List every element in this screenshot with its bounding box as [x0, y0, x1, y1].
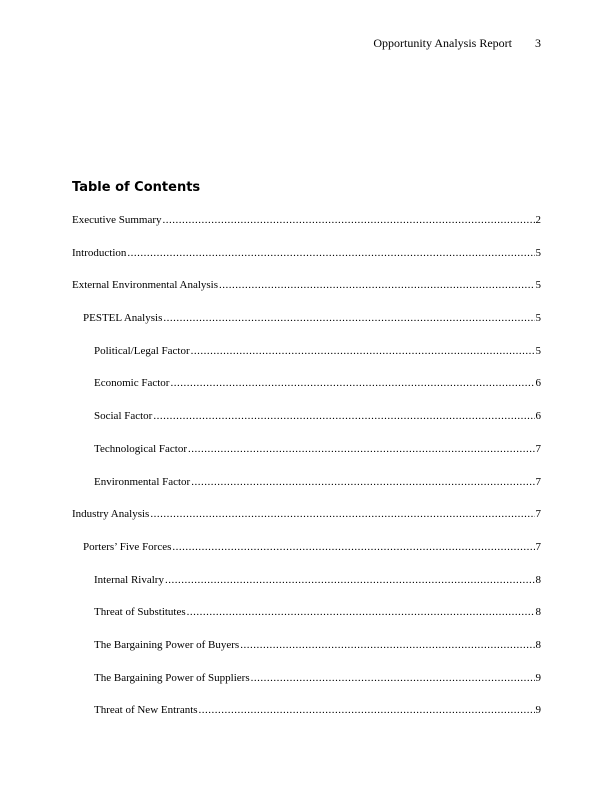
- toc-entry-page: 2: [535, 214, 541, 226]
- toc-entry-text: External Environmental Analysis: [72, 279, 219, 292]
- toc-entry[interactable]: [72, 376, 541, 409]
- toc-entry[interactable]: [72, 605, 541, 638]
- toc-entry-text: Social Factor: [94, 410, 153, 423]
- toc-entry-text: Introduction: [72, 246, 127, 259]
- toc-entry[interactable]: [72, 278, 541, 311]
- toc-entry-page: 9: [535, 671, 541, 684]
- toc-dot-leader: [219, 278, 534, 292]
- toc-entry-page: 5: [535, 279, 541, 292]
- toc-entry[interactable]: [72, 573, 541, 606]
- toc-dot-leader: [150, 507, 534, 521]
- toc-dot-leader: [163, 311, 534, 325]
- toc-entry-page: 7: [535, 508, 541, 521]
- table-of-contents: [72, 213, 541, 736]
- toc-entry-page: 5: [535, 312, 541, 325]
- toc-entry-page: 7: [535, 540, 541, 553]
- toc-entry[interactable]: [72, 409, 541, 442]
- toc-entry-text: Executive Summary: [72, 214, 162, 226]
- toc-dot-leader: [170, 376, 534, 390]
- toc-entry-page: 5: [535, 344, 541, 357]
- toc-dot-leader: [165, 573, 535, 587]
- toc-entry-text: Industry Analysis: [72, 508, 150, 521]
- toc-dot-leader: [251, 671, 535, 685]
- toc-entry[interactable]: [72, 246, 541, 279]
- toc-entry[interactable]: [72, 442, 541, 475]
- toc-title: Table of Contents: [72, 180, 201, 195]
- toc-entry[interactable]: [72, 344, 541, 377]
- toc-dot-leader: [172, 540, 534, 554]
- toc-dot-leader: [240, 638, 534, 652]
- toc-entry[interactable]: [72, 540, 541, 573]
- toc-entry-page: 5: [535, 246, 541, 259]
- toc-entry-text: Internal Rivalry: [94, 573, 164, 586]
- toc-dot-leader: [153, 409, 534, 423]
- header-title: Opportunity Analysis Report: [373, 36, 512, 50]
- toc-entry-page: 7: [535, 475, 541, 488]
- toc-entry[interactable]: [72, 507, 541, 540]
- toc-entry-page: 8: [535, 573, 541, 586]
- toc-entry-page: 6: [535, 410, 541, 423]
- toc-entry-text: Economic Factor: [94, 377, 170, 390]
- toc-entry-text: Porters’ Five Forces: [83, 540, 172, 553]
- toc-entry[interactable]: [72, 475, 541, 508]
- toc-dot-leader: [191, 475, 534, 489]
- toc-dot-leader: [188, 442, 534, 456]
- toc-entry-page: 8: [535, 606, 541, 619]
- toc-entry-page: 9: [535, 704, 541, 717]
- toc-entry-text: The Bargaining Power of Buyers: [94, 638, 240, 651]
- toc-entry-text: PESTEL Analysis: [83, 312, 163, 325]
- toc-entry-text: Political/Legal Factor: [94, 344, 190, 357]
- toc-dot-leader: [199, 703, 535, 717]
- page-header: [373, 36, 541, 51]
- toc-entry-text: The Bargaining Power of Suppliers: [94, 671, 250, 684]
- toc-entry-page: 7: [535, 442, 541, 455]
- toc-entry-page: 8: [535, 638, 541, 651]
- toc-entry[interactable]: [72, 703, 541, 736]
- toc-dot-leader: [191, 344, 535, 358]
- toc-dot-leader: [187, 605, 535, 619]
- toc-entry[interactable]: [72, 671, 541, 704]
- toc-entry-text: Threat of New Entrants: [94, 704, 198, 717]
- toc-entry[interactable]: [72, 311, 541, 344]
- toc-entry-text: Threat of Substitutes: [94, 606, 186, 619]
- toc-entry[interactable]: [72, 638, 541, 671]
- toc-entry-text: Technological Factor: [94, 442, 188, 455]
- header-page-number: 3: [535, 36, 541, 50]
- toc-entry[interactable]: [72, 213, 541, 246]
- toc-entry-page: 6: [535, 377, 541, 390]
- toc-dot-leader: [163, 213, 535, 227]
- toc-dot-leader: [127, 246, 534, 260]
- toc-entry-text: Environmental Factor: [94, 475, 191, 488]
